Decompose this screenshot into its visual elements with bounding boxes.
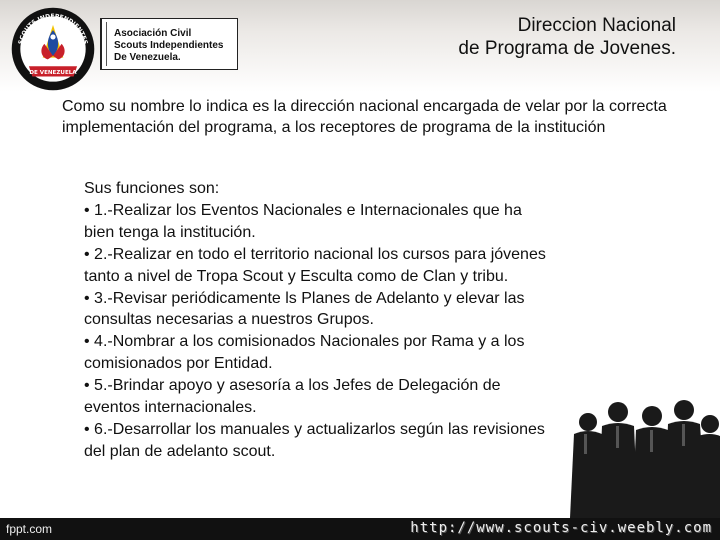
org-name-box	[100, 18, 238, 70]
slide-title-line: Direccion Nacional	[517, 15, 676, 36]
org-box-divider	[106, 22, 107, 66]
scouts-logo	[10, 6, 96, 92]
slide-title-line: de Programa de Jovenes.	[458, 38, 676, 59]
logo-ring-top: SCOUTS INDEPENDIENTES	[17, 13, 89, 46]
org-name-line: De Venezuela.	[114, 52, 181, 63]
functions-heading: Sus funciones son:	[84, 180, 220, 197]
function-item: • 4.-Nombrar a los comisionados Nacionales por Rama y a los comisionados por Entidad.	[84, 333, 525, 373]
org-name-line: Asociación Civil	[114, 28, 192, 39]
org-name-line: Scouts Independientes	[114, 40, 224, 51]
functions-list	[84, 178, 554, 463]
function-item: • 2.-Realizar en todo el territorio nacional los cursos para jóvenes tanto a nivel de Tropa Scout y Esculta como de Clan y tribu.	[84, 245, 546, 285]
function-item: • 3.-Revisar periódicamente ls Planes de Adelanto y elevar las consultas necesarias a nuestros Grupos.	[84, 289, 525, 329]
footer-brand: fppt.com	[6, 522, 53, 536]
footer-bar	[0, 518, 720, 540]
footer-url-link[interactable]: http://www.scouts-civ.weebly.com	[410, 520, 712, 536]
function-item: • 6.-Desarrollar los manuales y actualizarlos según las revisiones del plan de adelanto scout.	[84, 420, 545, 460]
logo-ring-bottom: DE VENEZUELA	[29, 69, 77, 76]
slide-title	[458, 14, 676, 60]
business-people-silhouettes	[560, 390, 720, 518]
function-item: • 1.-Realizar los Eventos Nacionales e Internacionales que ha bien tenga la institución.	[84, 201, 522, 241]
org-name	[114, 28, 223, 64]
intro-paragraph: Como su nombre lo indica es la dirección nacional encargada de velar por la correcta implementación del programa, a los receptores de programa de la institución	[62, 98, 667, 136]
function-item: • 5.-Brindar apoyo y asesoría a los Jefes de Delegación de eventos internacionales.	[84, 377, 501, 417]
